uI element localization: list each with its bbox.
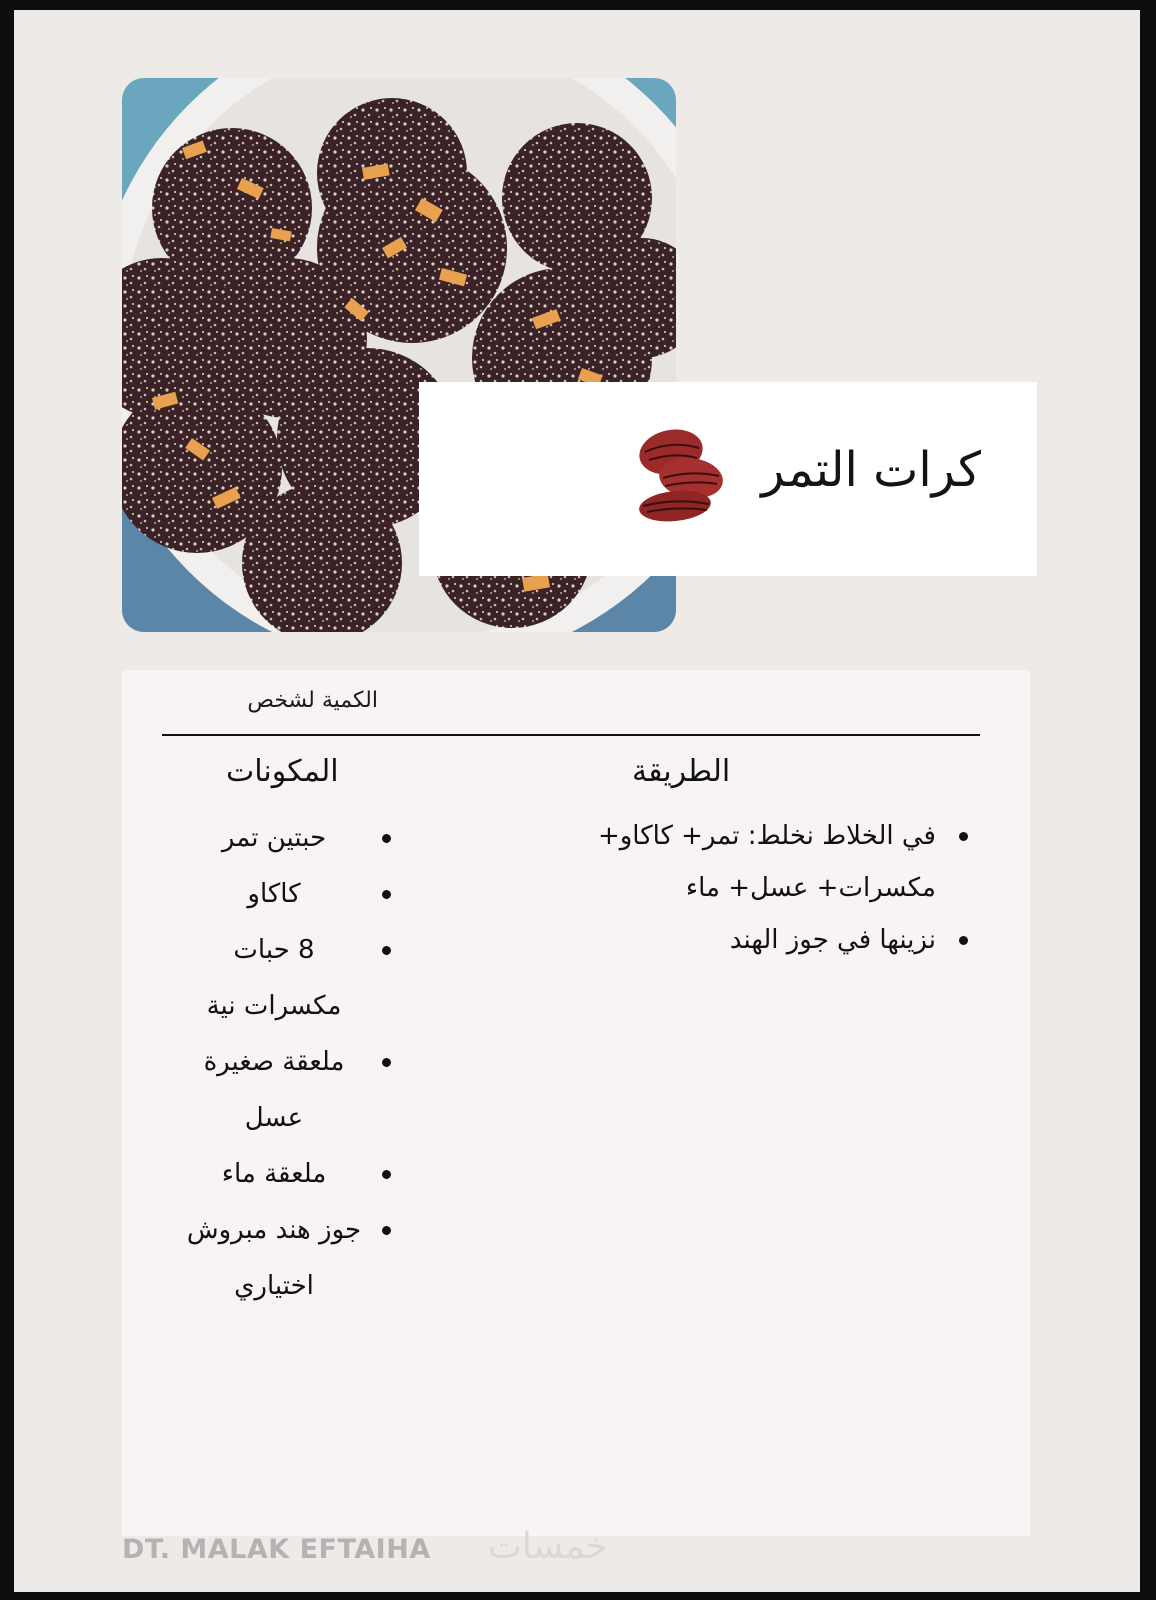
recipe-title: كرات التمر [761, 442, 981, 498]
ingredient-item: جوز هند مبروش [142, 1202, 406, 1258]
ingredient-item: ملعقة صغيرة [142, 1034, 406, 1090]
ingredient-item: ملعقة ماء [142, 1146, 406, 1202]
method-heading: الطريقة [632, 754, 731, 789]
method-step: نزينها في جوز الهند [542, 914, 972, 966]
ingredient-item: كاكاو [142, 866, 406, 922]
ingredient-item: 8 حبات [142, 922, 406, 978]
watermark-logo: خمسات [488, 1526, 609, 1567]
recipe-page [14, 10, 1140, 1592]
ingredient-item: حبتين تمر [142, 810, 406, 866]
ingredient-item-continuation: مكسرات نية [206, 991, 342, 1021]
ingredients-list [142, 810, 406, 1314]
dates-fruit-icon [635, 426, 727, 530]
ingredient-item-continuation: اختياري [234, 1271, 314, 1301]
author-credit: DT. MALAK EFTAIHA [122, 1534, 431, 1565]
ingredients-heading: المكونات [226, 754, 339, 789]
ingredient-item-continuation: عسل [244, 1103, 304, 1133]
recipe-details-card [122, 670, 1030, 1536]
serving-size: الكمية لشخص [247, 688, 378, 713]
recipe-title-card [419, 382, 1037, 576]
method-step: في الخلاط نخلط: تمر+ كاكاو+ مكسرات+ عسل+ ماء [542, 810, 972, 914]
method-list [542, 810, 972, 966]
divider-line [162, 734, 980, 736]
